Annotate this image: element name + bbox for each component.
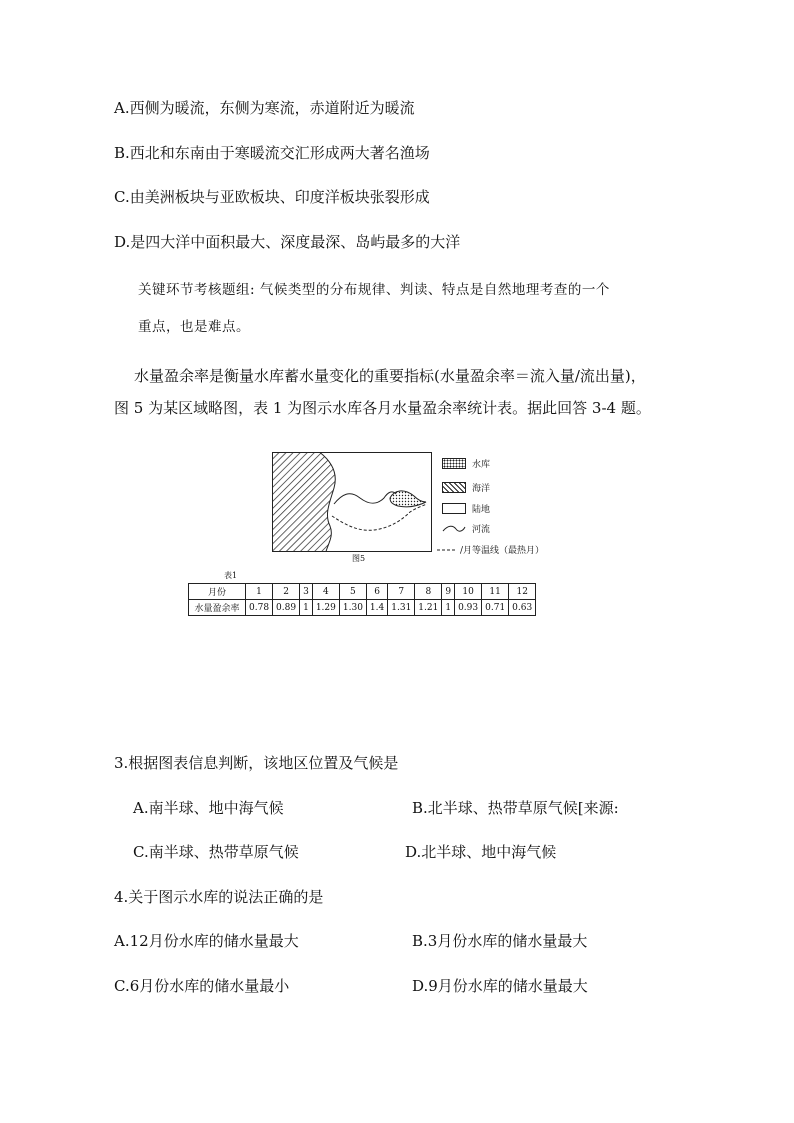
surplus-rate-table — [188, 583, 536, 616]
q2-option-a: A.西侧为暖流，东侧为寒流，赤道附近为暖流 — [114, 99, 415, 117]
q4-option-c: C.6月份水库的储水量最小 — [114, 977, 290, 995]
month-cell: 9 — [442, 584, 455, 600]
q3-option-b: B.北半球、热带草原气候[来源: — [412, 799, 619, 817]
month-cell: 7 — [388, 584, 415, 600]
river-symbol-icon — [442, 524, 466, 534]
month-cell: 10 — [455, 584, 482, 600]
q4-stem: 4.关于图示水库的说法正确的是 — [114, 888, 324, 906]
month-cell: 1 — [246, 584, 273, 600]
value-cell: 0.71 — [482, 600, 509, 616]
intro-line-2: 图 5 为某区域略图，表 1 为图示水库各月水量盈余率统计表。据此回答 3-4 题。 — [114, 399, 651, 417]
legend-river: 河流 — [472, 525, 491, 535]
legend-land: 陆地 — [472, 505, 491, 515]
legend-reservoir: 水库 — [472, 460, 491, 470]
q3-option-d: D.北半球、地中海气候 — [405, 843, 557, 861]
intro-line-1: 水量盈余率是衡量水库蓄水量变化的重要指标(水量盈余率＝流入量/流出量)， — [134, 367, 646, 385]
value-cell: 0.63 — [509, 600, 536, 616]
table-caption: 表1 — [224, 571, 238, 580]
value-cell: 0.89 — [273, 600, 300, 616]
q3-option-a: A.南半球、地中海气候 — [133, 799, 284, 817]
reservoir-swatch-icon — [442, 458, 466, 469]
month-cell: 4 — [312, 584, 339, 600]
month-cell: 2 — [273, 584, 300, 600]
value-cell: 1.4 — [366, 600, 387, 616]
q4-option-a: A.12月份水库的储水量最大 — [114, 932, 299, 950]
table-header-label: 月份 — [189, 584, 246, 600]
value-cell: 1.30 — [339, 600, 366, 616]
month-cell: 11 — [482, 584, 509, 600]
q4-option-b: B.3月份水库的储水量最大 — [412, 932, 588, 950]
table-row-label: 水量盈余率 — [189, 600, 246, 616]
q4-option-d: D.9月份水库的储水量最大 — [412, 977, 588, 995]
value-cell: 1 — [300, 600, 313, 616]
q3-stem: 3.根据图表信息判断，该地区位置及气候是 — [114, 754, 399, 772]
q2-option-c: C.由美洲板块与亚欧板块、印度洋板块张裂形成 — [114, 188, 430, 206]
value-cell: 1.21 — [415, 600, 442, 616]
value-cell: 0.93 — [455, 600, 482, 616]
value-cell: 1.31 — [388, 600, 415, 616]
month-cell: 8 — [415, 584, 442, 600]
q2-option-b: B.西北和东南由于寒暖流交汇形成两大著名渔场 — [114, 144, 430, 162]
land-swatch-icon — [442, 503, 466, 514]
region-map — [272, 452, 432, 552]
q2-option-d: D.是四大洋中面积最大、深度最深、岛屿最多的大洋 — [114, 233, 461, 251]
month-cell: 12 — [509, 584, 536, 600]
value-cell: 1 — [442, 600, 455, 616]
legend-isotherm: /月等温线（最热月） — [460, 546, 545, 556]
figure-caption: 图5 — [352, 554, 366, 563]
table-value-row — [189, 600, 536, 616]
value-cell: 0.78 — [246, 600, 273, 616]
note-line-2: 重点，也是难点。 — [138, 319, 250, 335]
month-cell: 5 — [339, 584, 366, 600]
ocean-area — [273, 453, 336, 552]
legend-ocean: 海洋 — [472, 484, 491, 494]
ocean-swatch-icon — [442, 482, 466, 493]
value-cell: 1.29 — [312, 600, 339, 616]
q3-option-c: C.南半球、热带草原气候 — [133, 843, 299, 861]
table-header-row — [189, 584, 536, 600]
month-cell: 3 — [300, 584, 313, 600]
month-cell: 6 — [366, 584, 387, 600]
isotherm-symbol-icon — [436, 545, 458, 555]
note-line-1: 关键环节考核题组: 气候类型的分布规律、判读、特点是自然地理考查的一个 — [138, 282, 610, 298]
